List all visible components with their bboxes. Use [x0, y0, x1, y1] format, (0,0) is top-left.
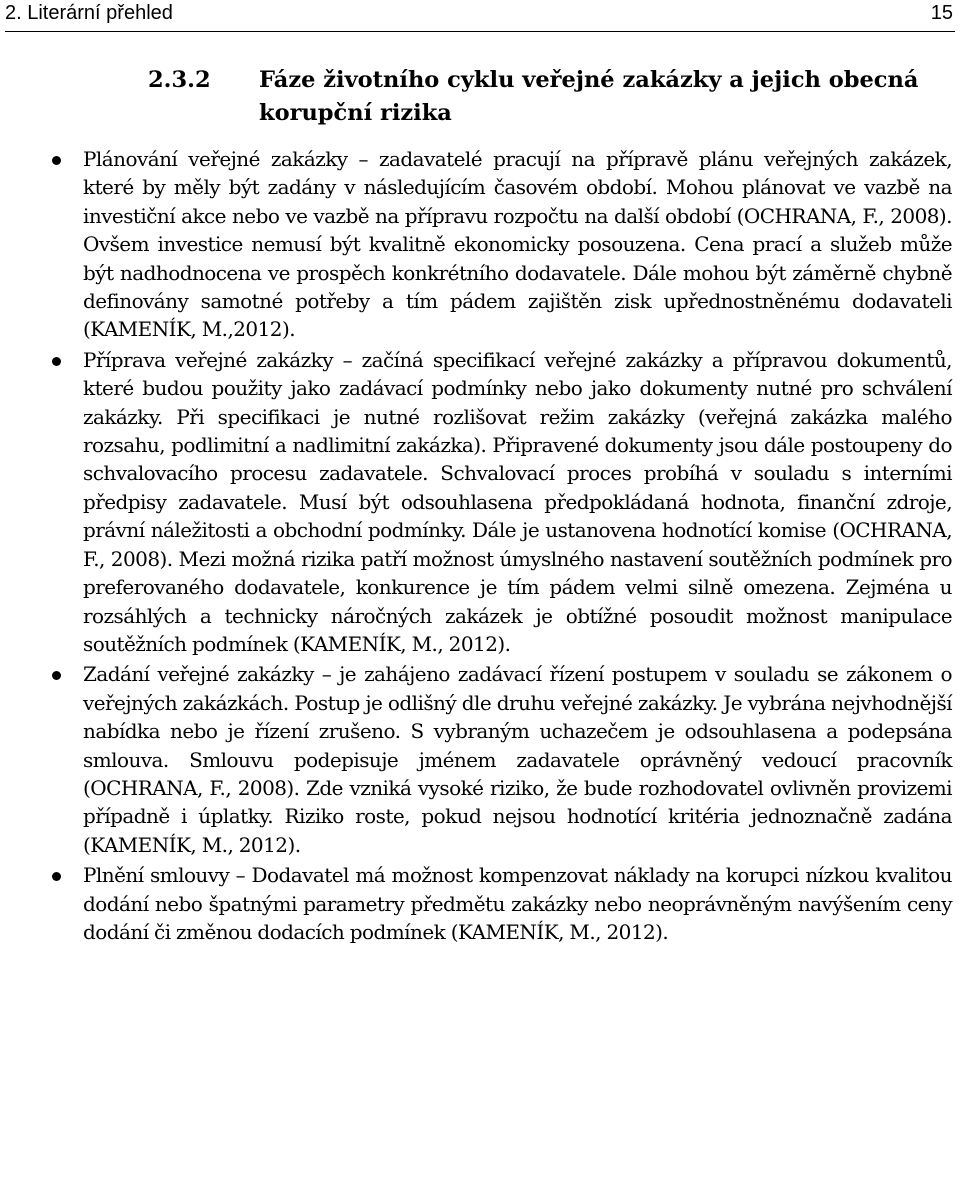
bullet-icon	[52, 357, 61, 366]
bullet-icon	[52, 872, 61, 881]
list-item-text: Plánování veřejné zakázky – zadavatelé pracují na přípravě plánu veřejných zakázek, které by měly být zadány v následujícím časovém období. Mohou plánovat ve vazbě na investiční akce nebo ve vazbě na přípravu rozpočtu na další období (OCHRANA, F., 2008). Ovšem investice nemusí být kvalitně ekonomicky posouzena. Cena prací a služeb může být nadhodnocena ve prospěch konkrétního dodavatele. Dále mohou být záměrně chybně definovány samotné potřeby a tím pádem zajištěn zisk upřednostněnému dodavateli (KAMENÍK, M.,2012).	[83, 147, 952, 342]
list-item-planning	[0, 145, 960, 344]
list-item-fulfillment	[0, 861, 960, 946]
chapter-title: 2. Literární přehled	[5, 2, 173, 24]
list-item-text: Příprava veřejné zakázky – začíná specifikací veřejné zakázky a přípravou dokumentů, které budou použity jako zadávací podmínky nebo jako dokumenty nutné pro schválení zakázky. Při specifikaci je nutné rozlišovat režim zakázky (veřejná zakázka malého rozsahu, podlimitní a nadlimitní zakázka). Připravené dokumenty jsou dále postoupeny do schvalovacího procesu zadavatele. Schvalovací proces probíhá v souladu s interními předpisy zadavatele. Musí být odsouhlasena předpokládaná hodnota, finanční zdroje, právní náležitosti a obchodní podmínky. Dále je ustanovena hodnotící komise (OCHRANA, F., 2008). Mezi možná rizika patří možnost úmyslného nastavení soutěžních podmínek pro preferovaného dodavatele, konkurence je tím pádem velmi silně omezena. Zejména u rozsáhlých a technicky náročných zakázek je obtížné posoudit možnost manipulace soutěžních podmínek (KAMENÍK, M., 2012).	[83, 347, 952, 656]
list-item-text: Plnění smlouvy – Dodavatel má možnost kompenzovat náklady na korupci nízkou kvalitou dodání nebo špatnými parametry předmětu zakázky nebo neoprávněným navýšením ceny dodání či změnou dodacích podmínek (KAMENÍK, M., 2012).	[83, 863, 952, 944]
bullet-icon	[52, 671, 61, 680]
section-heading	[148, 64, 938, 130]
section-title: Fáze životního cyklu veřejné zakázky a jejich obecná korupční rizika	[259, 67, 919, 126]
page-number: 15	[930, 2, 953, 24]
running-header	[5, 0, 955, 32]
list-item-text: Zadání veřejné zakázky – je zahájeno zadávací řízení postupem v souladu se zákonem o veřejných zakázkách. Postup je odlišný dle druhu veřejné zakázky. Je vybrána nejvhodnější nabídka nebo je řízení zrušeno. S vybraným uchazečem je odsouhlasena a podepsána smlouva. Smlouvu podepisuje jménem zadavatele oprávněný vedoucí pracovník (OCHRANA, F., 2008). Zde vzniká vysoké riziko, že bude rozhodovatel ovlivněn provizemi případně i úplatky. Riziko roste, pokud nejsou hodnotící kritéria jednoznačně zadána (KAMENÍK, M., 2012).	[83, 662, 952, 857]
bullet-list	[0, 145, 960, 948]
section-number: 2.3.2	[148, 67, 211, 93]
bullet-icon	[52, 156, 61, 165]
list-item-award	[0, 660, 960, 859]
list-item-preparation	[0, 346, 960, 658]
